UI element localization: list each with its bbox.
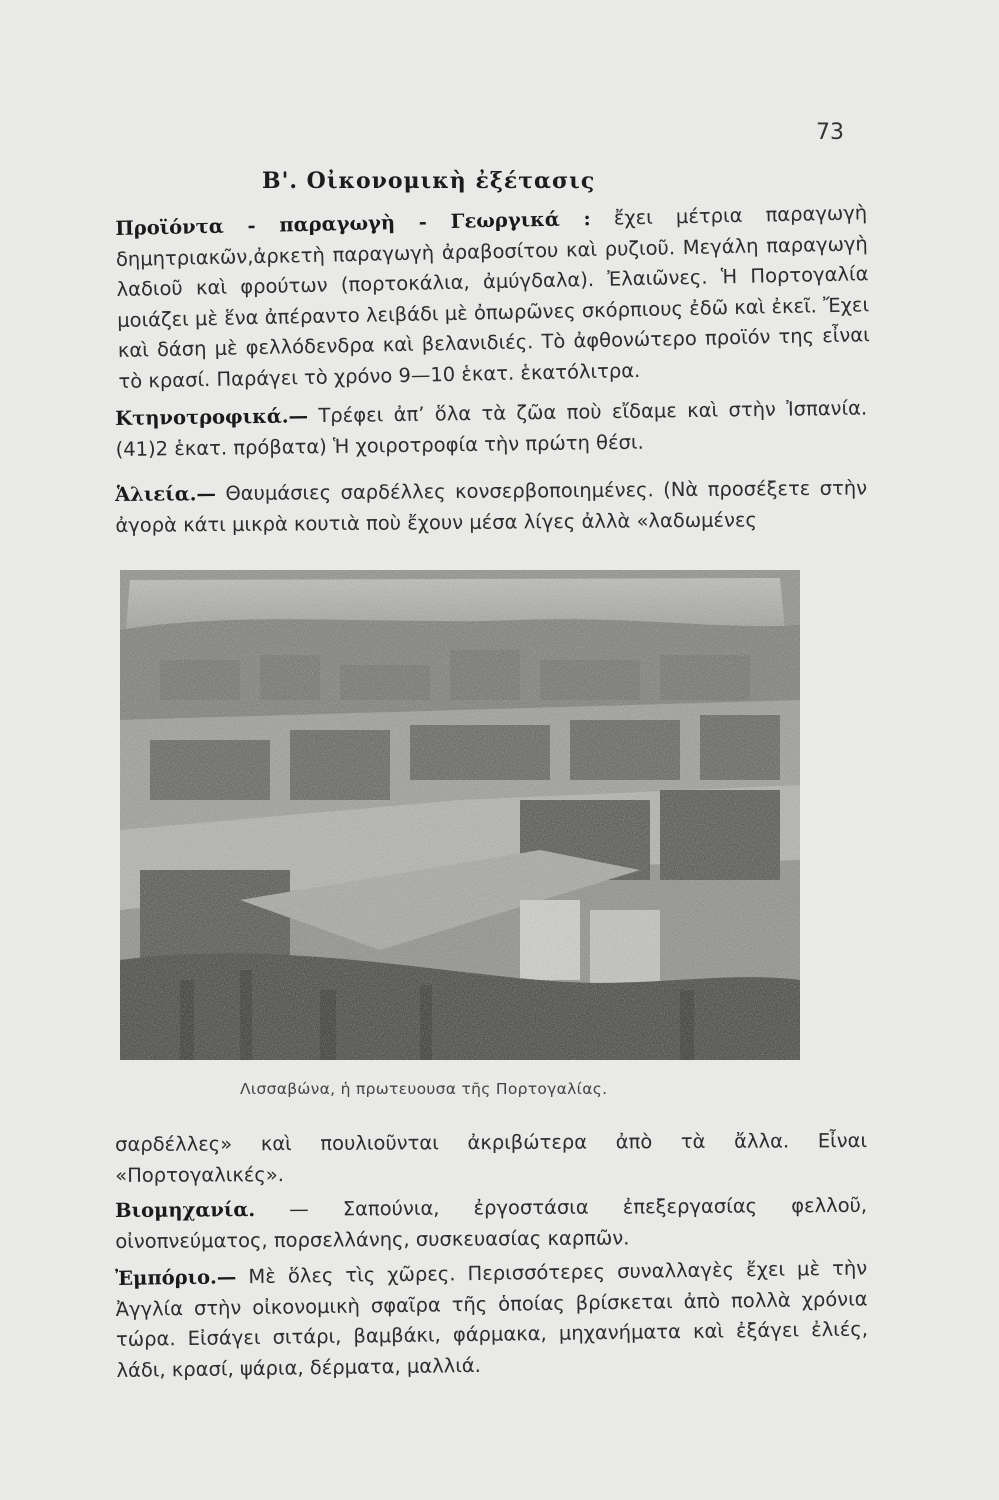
- page-number: 73: [816, 120, 844, 145]
- paragraph-livestock: [115, 394, 868, 465]
- photo-caption: Λισσαβώνα, ἡ πρωτευουσα τῆς Πορτογαλίας.: [240, 1080, 608, 1098]
- lisbon-photo: [120, 570, 800, 1060]
- paragraph-lead: Κτηνοτροφικά.—: [115, 404, 309, 430]
- paragraph-industry: [115, 1191, 867, 1257]
- paragraph-products: [115, 198, 871, 397]
- paragraph-lead: Βιομηχανία.: [115, 1198, 256, 1222]
- paragraph-text: σαρδέλλες» καὶ πουλιοῦνται ἀκριβώτερα ἀπὸ τὰ ἄλλα. Εἶναι «Πορτογαλικές».: [115, 1129, 868, 1187]
- paragraph-lead: Προϊόντα - παραγωγὴ - Γεωργικά :: [115, 207, 591, 240]
- paragraph-lead: Ἐμπόριο.—: [115, 1265, 237, 1290]
- paragraph-text: Θαυμάσιες σαρδέλλες κονσερβοποιημένες. (Νὰ προσέξετε στὴν ἀγορὰ κάτι μικρὰ κουτιὰ ποὺ ἔχουν μέσα λίγες ἀλλὰ «λαδωμένες: [115, 476, 868, 537]
- paragraph-text: Μὲ ὅλες τὶς χῶρες. Περισσότερες συναλλαγὲς ἔχει μὲ τὴν Ἀγγλία στὴν οἰκονομικὴ σφαῖρα τῆς ὁποίας βρίσκεται ἀπὸ πολλὰ χρόνια τώρα. Εἰσάγει σιτάρι, βαμβάκι, φάρμακα, μηχανήματα καὶ ἐξάγει ἐλιές, λάδι, κρασί, ψάρια, δέρματα, μαλλιά.: [115, 1256, 869, 1382]
- section-title: Β'. Οἰκονομικὴ ἐξέτασις: [262, 168, 596, 194]
- paragraph-text: ἔχει μέτρια παραγωγὴ δημητριακῶν,ἀρκετὴ παραγωγὴ ἀραβοσίτου καὶ ρυζιοῦ. Μεγάλη παραγωγὴ λαδιοῦ καὶ φρούτων (πορτοκάλια, ἀμύγδαλα). Ἐλαιῶνες. Ἡ Πορτογαλία μοιάζει μὲ ἕνα ἀπέραντο λειβάδι μὲ ὀπωρῶνες σκόρπιους ἐδῶ καὶ ἐκεῖ. Ἔχει καὶ δάση μὲ φελλόδενδρα καὶ βελανιδιές. Τὸ ἀφθονώτερο προϊόν της εἶναι τὸ κρασί. Παράγει τὸ χρόνο 9—10 ἑκατ. ἑκατόλιτρα.: [115, 201, 870, 393]
- paragraph-fishing: [115, 473, 868, 541]
- paragraph-fishing-continued: [115, 1126, 867, 1191]
- paragraph-trade: [115, 1254, 869, 1386]
- paragraph-text: — Σαπούνια, ἐργοστάσια ἐπεξεργασίας φελλοῦ, οἰνοπνεύματος, πορσελλάνης, συσκευασίας καρπῶν.: [115, 1193, 868, 1253]
- paragraph-text: Τρέφει ἀπ’ ὅλα τὰ ζῶα ποὺ εἴδαμε καὶ στὴν Ἰσπανία. (41)2 ἑκατ. πρόβατα) Ἡ χοιροτροφία τὴν πρώτη θέσι.: [115, 396, 868, 461]
- paragraph-lead: Ἁλιεία.—: [115, 482, 217, 506]
